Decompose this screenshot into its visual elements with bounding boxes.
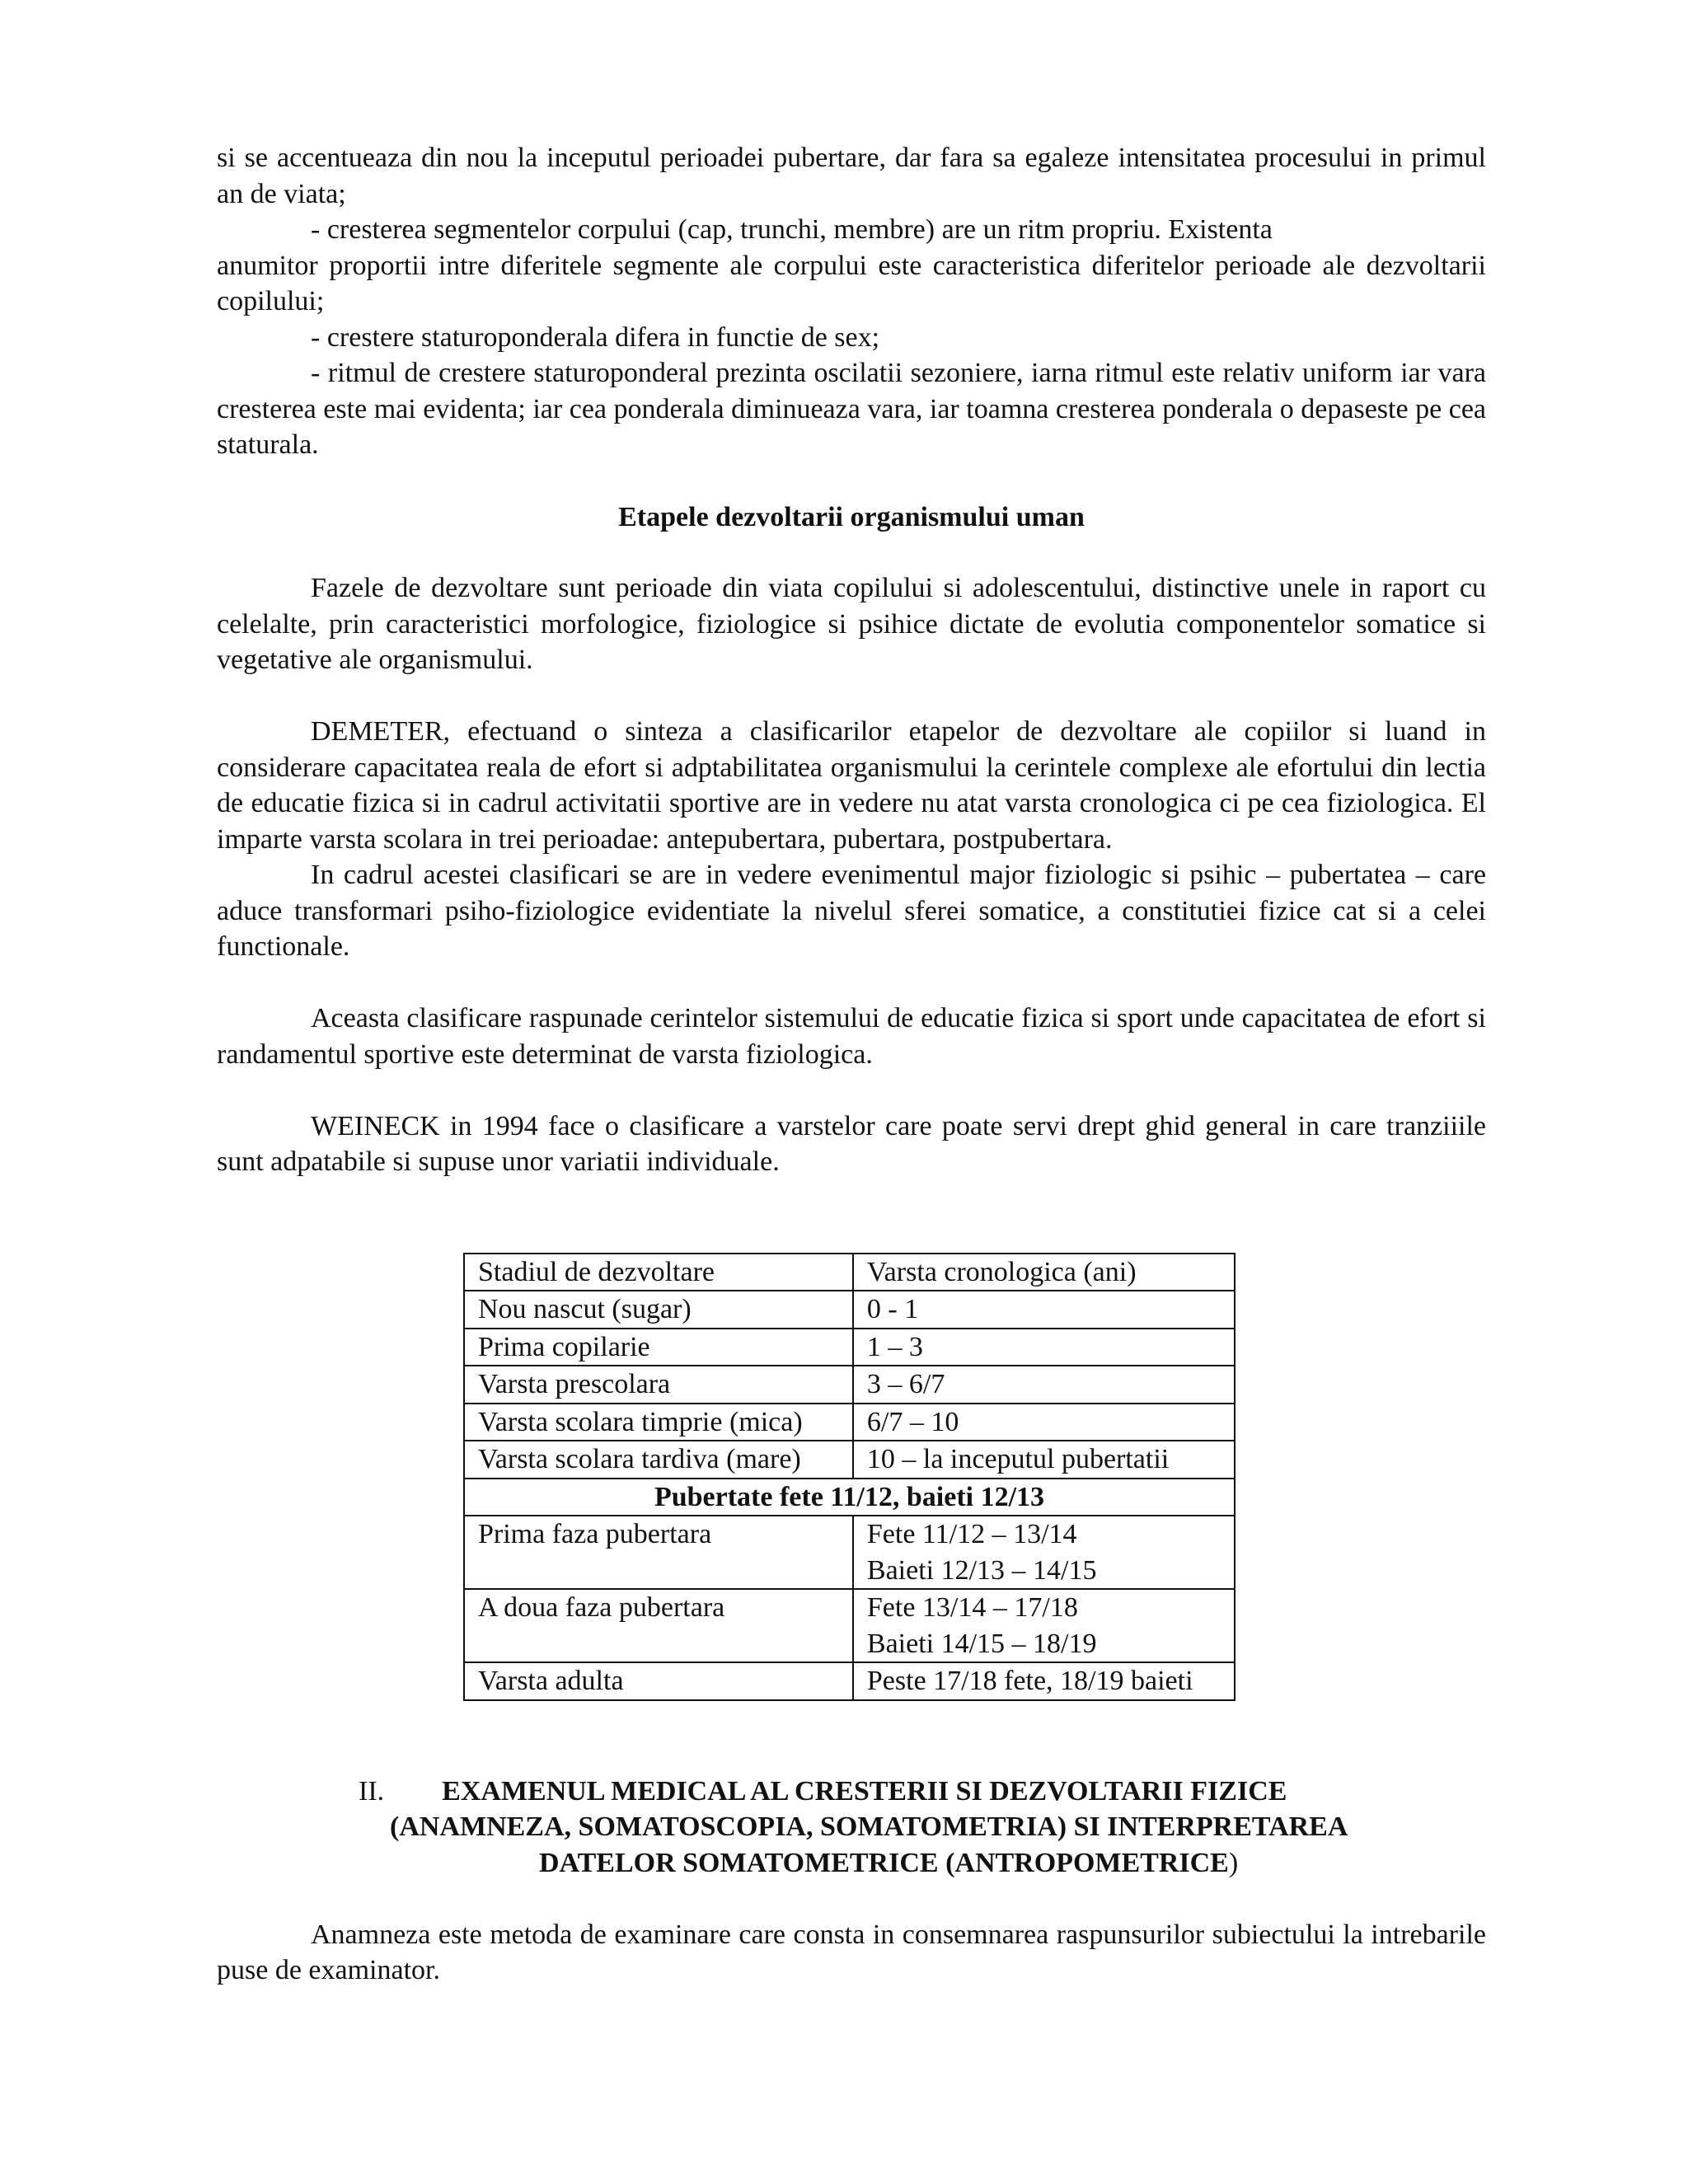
paragraph-continuation: si se accentueaza din nou la inceputul perioadei pubertare, dar fara sa egaleze intensitatea procesului in primul an de viata; <box>217 143 1486 209</box>
boys-age-range: Baieti 14/15 – 18/19 <box>866 1628 1097 1659</box>
development-stages-table <box>463 1253 1236 1701</box>
table-cell: 10 – la inceputul pubertatii <box>853 1441 1235 1479</box>
table-cell: Nou nascut (sugar) <box>464 1291 853 1329</box>
table-row <box>464 1291 1235 1329</box>
table-cell: A doua faza pubertara <box>464 1589 853 1662</box>
table-cell: 0 - 1 <box>853 1291 1235 1329</box>
section-title-text-3: DATELOR SOMATOMETRICE (ANTROPOMETRICE <box>539 1847 1229 1878</box>
table-header-cell: Stadiul de dezvoltare <box>464 1254 853 1291</box>
section-title <box>217 1774 1486 1882</box>
table-cell: Varsta prescolara <box>464 1366 853 1404</box>
table-header-cell: Varsta cronologica (ani) <box>853 1254 1235 1291</box>
table-row <box>464 1589 1235 1662</box>
table-row <box>464 1366 1235 1404</box>
puberty-span-cell: Pubertate fete 11/12, baieti 12/13 <box>464 1479 1235 1516</box>
paragraph-weineck: WEINECK in 1994 face o clasificare a varstelor care poate servi drept ghid general in care tranziiile sunt adpatabile si supuse unor variatii individuale. <box>217 1110 1486 1177</box>
table-cell: 1 – 3 <box>853 1329 1235 1366</box>
table-row <box>464 1404 1235 1441</box>
table-cell: Varsta adulta <box>464 1662 853 1700</box>
section-number: II. <box>359 1775 385 1807</box>
table-cell <box>853 1589 1235 1662</box>
table-cell: 6/7 – 10 <box>853 1404 1235 1441</box>
table-cell: Prima copilarie <box>464 1329 853 1366</box>
table-row <box>464 1441 1235 1479</box>
table-cell: 3 – 6/7 <box>853 1366 1235 1404</box>
paragraph-anamneza: Anamneza este metoda de examinare care consta in consemnarea raspunsurilor subiectului la intrebarile puse de examinator. <box>217 1919 1486 1985</box>
section-title-text-1: EXAMENUL MEDICAL AL CRESTERII SI DEZVOLTARII FIZICE <box>442 1775 1287 1807</box>
girls-age-range: Fete 13/14 – 17/18 <box>866 1592 1078 1623</box>
section-title-line-2: (ANAMNEZA, SOMATOSCOPIA, SOMATOMETRIA) SI INTERPRETAREA <box>390 1811 1348 1842</box>
document-page <box>217 140 1486 1989</box>
bullet-segments-rest: anumitor proportii intre diferitele segmente ale corpului este caracteristica diferitelor perioade ale dezvoltarii copilului; <box>217 250 1486 316</box>
paragraph-puberty: In cadrul acestei clasificari se are in vedere evenimentul major fiziologic si psihic – pubertatea – care aduce transformari psiho-fiziologice evidentiate la nivelul sferei somatice, a constitutiei fizice cat si a celei functionale. <box>217 860 1486 962</box>
paragraph-phases: Fazele de dezvoltare sunt perioade din viata copilului si adolescentului, distinctive unele in raport cu celelalte, prin caracteristici morfologice, fiziologice si psihice dictate de evolutia componentelor somatice si vegetative ale organismului. <box>217 573 1486 675</box>
development-stages-table-wrapper <box>463 1253 1236 1701</box>
table-row <box>464 1662 1235 1700</box>
paragraph-classification: Aceasta clasificare raspunade cerintelor sistemului de educatie fizica si sport unde capacitatea de efort si randamentul sportive este determinat de varsta fiziologica. <box>217 1003 1486 1070</box>
table-cell: Varsta scolara tardiva (mare) <box>464 1441 853 1479</box>
table-cell <box>853 1516 1235 1589</box>
table-cell: Peste 17/18 fete, 18/19 baieti <box>853 1662 1235 1700</box>
bullet-seasonal-rhythm: - ritmul de crestere staturoponderal prezinta oscilatii sezoniere, iarna ritmul este relativ uniform iar vara cresterea este mai evidenta; iar cea ponderala diminueaza vara, iar toamna cresterea ponderala o depaseste pe cea staturala. <box>217 358 1486 460</box>
bullet-sex-difference: - crestere staturoponderala difera in functie de sex; <box>311 321 880 353</box>
table-row <box>464 1329 1235 1366</box>
table-cell: Varsta scolara timprie (mica) <box>464 1404 853 1441</box>
section-title-closing-paren: ) <box>1228 1847 1239 1878</box>
section-title-line-3 <box>539 1845 1486 1882</box>
section-title-line-1 <box>359 1774 1486 1810</box>
table-cell: Prima faza pubertara <box>464 1516 853 1589</box>
table-row <box>464 1516 1235 1589</box>
boys-age-range: Baieti 12/13 – 14/15 <box>866 1554 1097 1586</box>
table-span-row <box>464 1479 1235 1516</box>
table-header-row <box>464 1254 1235 1291</box>
girls-age-range: Fete 11/12 – 13/14 <box>866 1519 1077 1549</box>
paragraph-demeter: DEMETER, efectuand o sinteza a clasificarilor etapelor de dezvoltare ale copiilor si luand in considerare capacitatea reala de efort si adptabilitatea organismului la cerintele complexe ale efortului din lectia de educatie fizica si in cadrul activitatii sportive are in vedere nu atat varsta cronologica ci pe cea fiziologica. El imparte varsta scolara in trei perioadae: antepubertara, pubertara, postpubertara. <box>217 716 1486 855</box>
section-heading: Etapele dezvoltarii organismului uman <box>618 501 1085 532</box>
bullet-segments-intro: - cresterea segmentelor corpului (cap, trunchi, membre) are un ritm propriu. Existenta <box>311 214 1273 245</box>
